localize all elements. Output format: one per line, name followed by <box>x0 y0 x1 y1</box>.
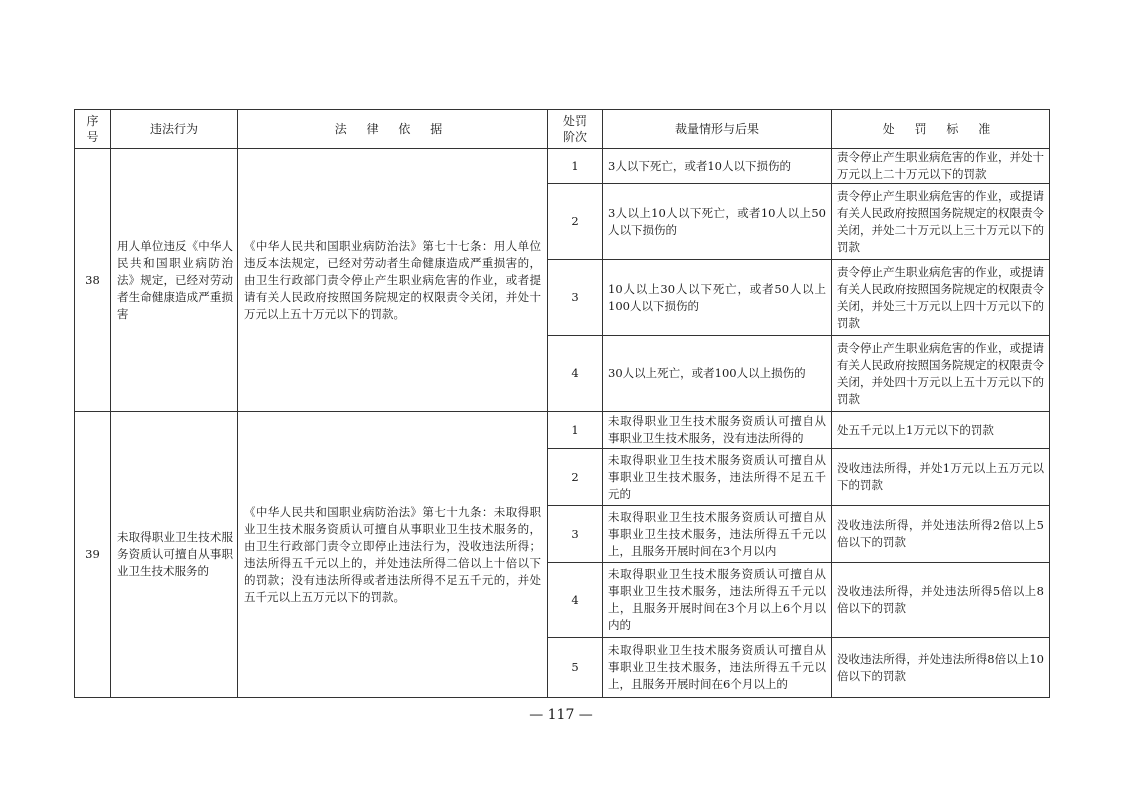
header-standard: 处 罚 标 准 <box>832 110 1050 149</box>
table-header <box>75 110 1050 149</box>
row-39-step-5: 5 <box>548 638 603 698</box>
row-38-standard-2: 责令停止产生职业病危害的作业，或提请有关人民政府按照国务院规定的权限责令关闭，并处二十万元以上三十万元以下的罚款 <box>832 184 1050 260</box>
row-39-standard-3: 没收违法所得，并处违法所得2倍以上5倍以下的罚款 <box>832 506 1050 563</box>
row-38-step-4: 4 <box>548 336 603 412</box>
table-row <box>75 412 1050 449</box>
row-38-step-2: 2 <box>548 184 603 260</box>
row-39-step-4: 4 <box>548 563 603 638</box>
row-39-legal-basis: 《中华人民共和国职业病防治法》第七十九条：未取得职业卫生技术服务资质认可擅自从事职业卫生技术服务的，由卫生行政部门责令立即停止违法行为，没收违法所得；违法所得五千元以上的，并处违法所得二倍以上十倍以下的罚款；没有违法所得或者违法所得不足五千元的，并处五千元以上五万元以下的罚款。 <box>238 412 548 698</box>
row-39-step-3: 3 <box>548 506 603 563</box>
row-39-seq: 39 <box>75 412 111 698</box>
row-38-standard-4: 责令停止产生职业病危害的作业，或提请有关人民政府按照国务院规定的权限责令关闭，并处四十万元以上五十万元以下的罚款 <box>832 336 1050 412</box>
page-number: — 117 — <box>529 707 593 723</box>
row-39-circumstance-4: 未取得职业卫生技术服务资质认可擅自从事职业卫生技术服务，违法所得五千元以上，且服务开展时间在3个月以上6个月以内的 <box>603 563 832 638</box>
row-38-circumstance-1: 3人以下死亡，或者10人以下损伤的 <box>603 149 832 184</box>
header-penalty-step: 处罚阶次 <box>548 110 603 149</box>
header-violation: 违法行为 <box>111 110 238 149</box>
row-38-circumstance-2: 3人以上10人以下死亡，或者10人以上50人以下损伤的 <box>603 184 832 260</box>
row-39-standard-5: 没收违法所得，并处违法所得8倍以上10倍以下的罚款 <box>832 638 1050 698</box>
row-38-violation: 用人单位违反《中华人民共和国职业病防治法》规定，已经对劳动者生命健康造成严重损害 <box>111 149 238 412</box>
header-legal-basis: 法 律 依 据 <box>238 110 548 149</box>
row-38-legal-basis: 《中华人民共和国职业病防治法》第七十七条：用人单位违反本法规定，已经对劳动者生命健康造成严重损害的，由卫生行政部门责令停止产生职业病危害的作业，或者提请有关人民政府按照国务院规定的权限责令关闭，并处十万元以上五十万元以下的罚款。 <box>238 149 548 412</box>
row-39-standard-4: 没收违法所得，并处违法所得5倍以上8倍以下的罚款 <box>832 563 1050 638</box>
row-38-standard-1: 责令停止产生职业病危害的作业，并处十万元以上二十万元以下的罚款 <box>832 149 1050 184</box>
header-circumstance: 裁量情形与后果 <box>603 110 832 149</box>
row-38-circumstance-3: 10人以上30人以下死亡，或者50人以上100人以下损伤的 <box>603 260 832 336</box>
row-39-circumstance-3: 未取得职业卫生技术服务资质认可擅自从事职业卫生技术服务，违法所得五千元以上，且服务开展时间在3个月以内 <box>603 506 832 563</box>
row-39-step-1: 1 <box>548 412 603 449</box>
row-38-seq: 38 <box>75 149 111 412</box>
penalty-table <box>74 109 1050 698</box>
row-39-circumstance-1: 未取得职业卫生技术服务资质认可擅自从事职业卫生技术服务，没有违法所得的 <box>603 412 832 449</box>
table-row <box>75 149 1050 184</box>
row-39-step-2: 2 <box>548 449 603 506</box>
row-38-circumstance-4: 30人以上死亡，或者100人以上损伤的 <box>603 336 832 412</box>
row-39-standard-2: 没收违法所得，并处1万元以上五万元以下的罚款 <box>832 449 1050 506</box>
row-38-step-3: 3 <box>548 260 603 336</box>
table-body <box>75 149 1050 698</box>
row-39-circumstance-2: 未取得职业卫生技术服务资质认可擅自从事职业卫生技术服务，违法所得不足五千元的 <box>603 449 832 506</box>
row-39-standard-1: 处五千元以上1万元以下的罚款 <box>832 412 1050 449</box>
header-row <box>75 110 1050 149</box>
row-39-circumstance-5: 未取得职业卫生技术服务资质认可擅自从事职业卫生技术服务，违法所得五千元以上，且服务开展时间在6个月以上的 <box>603 638 832 698</box>
row-38-standard-3: 责令停止产生职业病危害的作业，或提请有关人民政府按照国务院规定的权限责令关闭，并处三十万元以上四十万元以下的罚款 <box>832 260 1050 336</box>
row-38-step-1: 1 <box>548 149 603 184</box>
row-39-violation: 未取得职业卫生技术服务资质认可擅自从事职业卫生技术服务的 <box>111 412 238 698</box>
header-seq: 序号 <box>75 110 111 149</box>
